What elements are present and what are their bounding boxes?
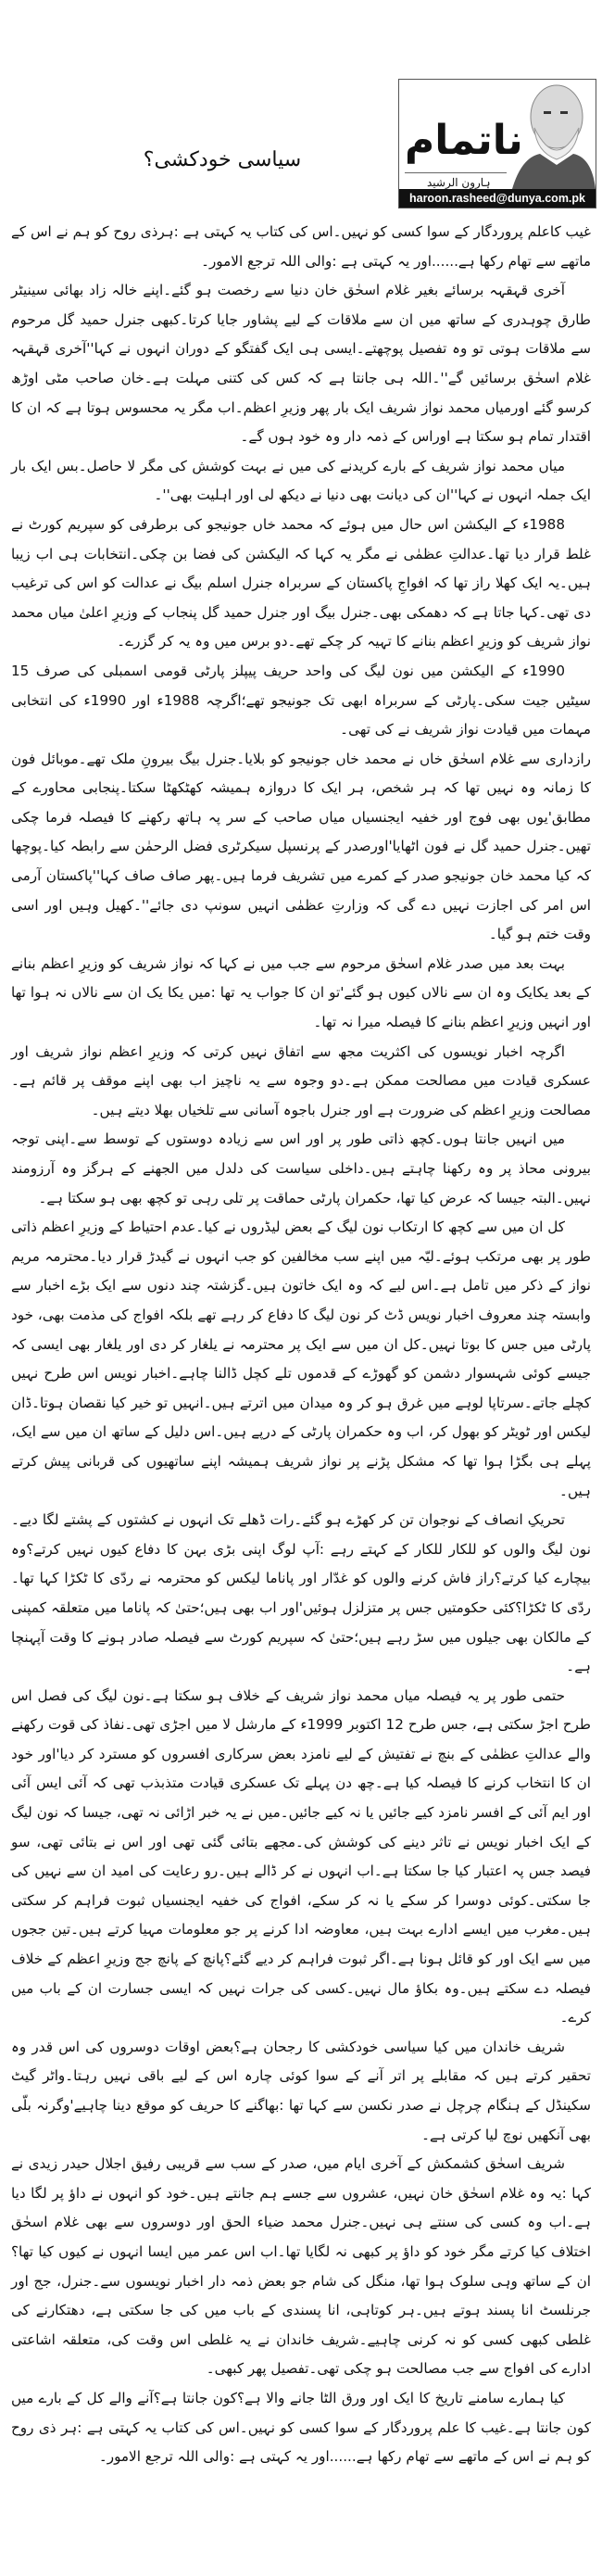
paragraph: غیب کاعلم پروردگار کے سوا کسی کو نہیں۔اس کی کتاب یہ کہتی ہے :ہرذی روح کو ہم نے اس کے ماتھے سے تھام رکھا ہے......اور یہ کہتی ہے :والی اللہ ترجع الامور۔ [11,223,591,270]
author-name: ہارون الرشید [427,176,491,189]
paragraph: شریف خاندان میں کیا سیاسی خودکشی کا رجحان ہے؟بعض اوقات دوسروں کی اس قدر وہ تحقیر کرتے ہیں کہ مقابلے پر اتر آنے کے سوا کوئی چارہ اس کے لیے باقی نہیں رہتا۔واٹر گیٹ سکینڈل کے ہنگام چرچل نے صدر نکسن سے کہا تھا :بھاگنے کا حریف کو موقع دینا چاہیے'وگرنہ بلّی بھی آنکھیں نوچ لیا کرتی ہے۔ [11,2038,591,2143]
article-body [11,218,591,2472]
paragraph: حتمی طور پر یہ فیصلہ میاں محمد نواز شریف کے خلاف ہو سکتا ہے۔نون لیگ کی فصل اس طرح اجڑ سکتی ہے، جس طرح 12 اکتوبر 1999ء کے مارشل لا میں اجڑی تھی۔نفاذ کی قوت رکھنے والے عدالتِ عظمٰی کے بنچ نے تفتیش کے لیے نامزد بعض سرکاری افسروں کو مسترد کر دیا'اور خود ان کا انتخاب کرنے کا فیصلہ کیا ہے۔چھ دن پہلے تک عسکری قیادت متذبذب تھی کہ آئی ایس آئی اور ایم آئی کے افسر نامزد کیے جائیں یا نہ کیے جائیں۔میں نے یہ خبر اڑائی نہ تھی، جیسا کہ نون لیگ کے ایک اخبار نویس نے تاثر دینے کی کوشش کی۔مجھے بتائی گئی تھی اور اس نے بتائی تھی، سو فیصد جس پہ اعتبار کیا جا سکتا ہے۔اب انہوں نے کر ڈالے ہیں۔رو رعایت کی امید ان سے نہیں کی جا سکتی۔کوئی دوسرا کر سکے یا نہ کر سکے، افواج کی خفیہ ایجنسیاں ثبوت فراہم کر سکتی ہیں۔مغرب میں ایسے ادارے بہت ہیں، معاوضہ ادا کرنے پر جو معلومات مہیا کرتے ہیں۔تین ججوں میں سے ایک اور کو قائل ہونا ہے۔اگر ثبوت فراہم کر دیے گئے؟پانچ کے پانچ جج وزیرِ اعظم کے خلاف فیصلہ دے سکتے ہیں۔وہ بکاؤ مال نہیں۔کسی کی جرات نہیں کہ ایسی جسارت ان کے باب میں کرے۔ [11,1686,591,2027]
column-name: ناتمام [405,117,523,164]
paragraph: آخری قہقہہ برسائے بغیر غلام اسحٰق خان دنیا سے رخصت ہو گئے۔اپنے خالہ زاد بھائی سینیٹر طارق چوہدری کے ساتھ میں ان سے ملاقات کے لیے پشاور جایا کرتا۔کبھی جنرل حمید گل مرحوم سے ملاقات ہوتی تو وہ تفصیل پوچھتے۔ایسی ہی ایک گفتگو کے دوران انہوں نے کہا''آخری قہقہہ غلام اسحٰق برسائیں گے''۔اللہ ہی جانتا ہے کہ کس کی کتنی مہلت ہے۔خان صاحب مٹی اوڑھ کرسو گئے اورمیاں محمد نواز شریف ایک بار پھر وزیرِ اعظم۔اب مگر یہ محسوس ہوتا ہے کہ ان کا اقتدار تمام ہو سکتا ہے اوراس کے ذمہ دار وہ خود ہوں گے۔ [11,282,591,446]
paragraph: کل ان میں سے کچھ کا ارتکاب نون لیگ کے بعض لیڈروں نے کیا۔عدم احتیاط کے وزیرِ اعظم ذاتی طور پر بھی مرتکب ہوئے۔لیّہ میں اپنے سب مخالفین کو جب انہوں نے گیدڑ قرار دیا۔محترمہ مریم نواز کے ذکر میں تامل ہے۔اس لیے کہ وہ ایک خاتون ہیں۔گزشتہ چند دنوں سے ایک بڑے اخبار سے وابستہ چند معروف اخبار نویس ڈٹ کر نون لیگ کا دفاع کر رہے تھے بلکہ افواج کی مذمت بھی، خود پارٹی میں جس کا بوتا نہیں۔کل ان میں سے ایک پر محترمہ نے یلغار کر دی اور یلغار بھی ایسی کہ جیسے کوئی شہسوار دشمن کو گھوڑے کے قدموں تلے کچل ڈالنا چاہے۔اخبار نویس اس طرح نہیں کچلے جاتے۔سرتاپا لوہے میں غرق ہو کر وہ میدان میں اترتے ہیں۔انہیں تو خیر کیا نقصان ہوتا۔ڈان لیکس اور ٹویٹر کو بھول کر، اب وہ حکمران پارٹی کے درپے ہیں۔اس دلیل کے ساتھ ان میں سے ایک، پہلے ہی بگڑا ہوا تھا کہ مشکل پڑنے پر نواز شریف ہمیشہ اپنے ساتھیوں کی قربانی پیش کرتے ہیں۔ [11,1219,591,1499]
logo-divider [405,172,507,173]
paragraph: اگرچہ اخبار نویسوں کی اکثریت مجھ سے اتفاق نہیں کرتی کہ وزیرِ اعظم نواز شریف اور عسکری قیادت میں مصالحت ممکن ہے۔دو وجوہ سے یہ ناچیز اب بھی اپنے موقف پر قائم ہے۔مصالحت وزیرِ اعظم کی ضرورت ہے اور جنرل باجوہ آسانی سے تلخیاں بھلا دیتے ہیں۔ [11,1042,591,1118]
paragraph: 1990ء کے الیکشن میں نون لیگ کی واحد حریف پیپلز پارٹی قومی اسمبلی کی صرف 15 سیٹیں جیت سکی۔پارٹی کے سربراہ ابھی تک جونیجو تھے؛اگرچہ 1988ء اور 1990ء کی انتخابی مہمات میں قیادت نواز شریف نے کی تھی۔ [11,662,592,739]
paragraph: شریف اسحٰق کشمکش کے آخری ایام میں، صدر کے سب سے قریبی رفیق اجلال حیدر زیدی نے کہا :یہ وہ غلام اسحٰق خان نہیں، عشروں سے جسے ہم جانتے ہیں۔خود کو انہوں نے داؤ پر لگا دیا ہے۔اب وہ کسی کی سنتے ہی نہیں۔جنرل محمد ضیاء الحق اور دوسروں سے بھی غلام اسحٰق اختلاف کیا کرتے مگر خود کو داؤ پر کبھی نہ لگایا تھا۔اب اس عمر میں ایسا انہوں نے کیوں کیا تھا؟ان کے ساتھ وہی سلوک ہوا تھا، منگل کی شام جو بعض ذمہ دار اخبار نویسوں سے۔جنرل، جج اور جرنلسٹ انا پسند ہوتے ہیں۔ہر کوتاہی، انا پسندی کے باب میں کی جا سکتی ہے، دھتکارنے کی غلطی کبھی کسی کو نہ کرنی چاہیے۔شریف خاندان نے یہ غلطی اس وقت کی، متعلقہ اشاعتی ادارے کی افواج سے جب مصالحت ہو چکی تھی۔تفصیل پھر کبھی۔ [11,2155,591,2378]
paragraph: تحریکِ انصاف کے نوجوان تن کر کھڑے ہو گئے۔رات ڈھلے تک انہوں نے کشتوں کے پشتے لگا دیے۔نون لیگ والوں کو للکار للکار کے کہتے رہے :آپ لوگ اپنی بڑی بہن کا دفاع کیوں نہیں کرتے؟وہ بیچارے کیا کرتے؟راز فاش کرنے والوں کو غدّار اور پاناما لیکس کو محترمہ نے ردّی کا ٹکڑا کہا تھا۔ردّی کا ٹکڑا؟کئی حکومتیں جس پر متزلزل ہوئیں'اور اب بھی ہیں؛حتیٰ کہ پاناما میں متعلقہ کمپنی کے مالکان بھی جیلوں میں سڑ رہے ہیں؛حتیٰ کہ سپریم کورٹ سے فیصلہ صادر ہونے کا وقت آپہنچا ہے۔ [11,1511,591,1675]
author-email[interactable]: haroon.rasheed@dunya.com.pk [399,189,596,208]
paragraph: 1988ء کے الیکشن اس حال میں ہوئے کہ محمد خاں جونیجو کی برطرفی کو سپریم کورٹ نے غلط قرار دیا تھا۔عدالتِ عظمٰی نے مگر یہ کہا کہ الیکشن کی فضا بن چکی۔انتخابات ہی اب زیبا ہیں۔یہ ایک کھلا راز تھا کہ افواجِ پاکستان کے سربراہ جنرل اسلم بیگ نے عدالت کو اس کی ترغیب دی تھی۔کہا جاتا ہے کہ دھمکی بھی۔جنرل بیگ اور جنرل حمید گل پنجاب کے وزیرِ اعلیٰ میاں محمد نواز شریف کو وزیرِ اعظم بنانے کا تہیہ کر چکے تھے۔دو برس میں وہ یہ کر گزرے۔ [11,515,591,650]
article-title: سیاسی خودکشی؟ [143,148,302,171]
paragraph: بہت بعد میں صدر غلام اسحٰق مرحوم سے جب میں نے کہا کہ نواز شریف کو وزیرِ اعظم بنانے کے بعد یکایک وہ ان سے نالاں کیوں ہو گئے'تو ان کا جواب یہ تھا :میں یکا یک ان سے نالاں نہ ہوا تھا اور انہیں وزیرِ اعظم بنانے کا فیصلہ میرا نہ تھا۔ [11,954,592,1031]
paragraph: میاں محمد نواز شریف کے بارے کریدنے کی میں نے بہت کوشش کی مگر لا حاصل۔بس ایک بار ایک جملہ انہوں نے کہا''ان کی دیانت بھی دنیا نے دیکھ لی اور اہلیت بھی''۔ [11,457,591,504]
paragraph: رازداری سے غلام اسحٰق خاں نے محمد خاں جونیجو کو بلایا۔جنرل بیگ بیرونِ ملک تھے۔موبائل فون کا زمانہ وہ نہیں تھا کہ ہر شخص، ہر ایک کا دروازہ ہمیشہ کھٹکھٹا سکتا۔پنجابی محاورے کے مطابق'یوں بھی فوج اور خفیہ ایجنسیاں میاں صاحب کے سر پہ ہاتھ رکھنے کا فیصلہ فرما چکی تھیں۔جنرل حمید گل نے فون اٹھایا'اورصدر کے پرنسپل سیکرٹری فضل الرحمٰن سے رابطہ کیا۔پوچھا کہ کیا محمد خان جونیجو صدر کے کمرے میں تشریف فرما ہیں۔پھر صاف صاف کہا''پاکستان آرمی اس امر کی اجازت نہیں دے گی کہ وزارتِ عظمٰی انہیں سونپ دی جائے''۔کھیل وہیں اور اسی وقت ختم ہو گیا۔ [11,750,591,943]
paragraph: میں انہیں جانتا ہوں۔کچھ ذاتی طور پر اور اس سے زیادہ دوستوں کے توسط سے۔اپنی توجہ بیرونی محاذ پر وہ رکھنا چاہتے ہیں۔داخلی سیاست کی دلدل میں الجھنے کے ہرگز وہ آرزومند نہیں۔البتہ جیسا کہ عرض کیا تھا، حکمران پارٹی حماقت پر تلی رہی تو کچھ بھی ہو سکتا ہے۔ [11,1130,591,1206]
paragraph: کیا ہمارے سامنے تاریخ کا ایک اور ورق الٹا جانے والا ہے؟کون جانتا ہے؟آنے والے کل کے بارے میں کون جانتا ہے۔غیب کا علم پروردگار کے سوا کسی کو نہیں۔اس کی کتاب یہ کہتی ہے :ہر ذی روح کو ہم نے اس کے ماتھے سے تھام رکھا ہے......اور یہ کہتی ہے :والی اللہ ترجع الامور۔ [11,2389,591,2466]
column-logo [398,79,596,208]
column-header [0,79,602,208]
